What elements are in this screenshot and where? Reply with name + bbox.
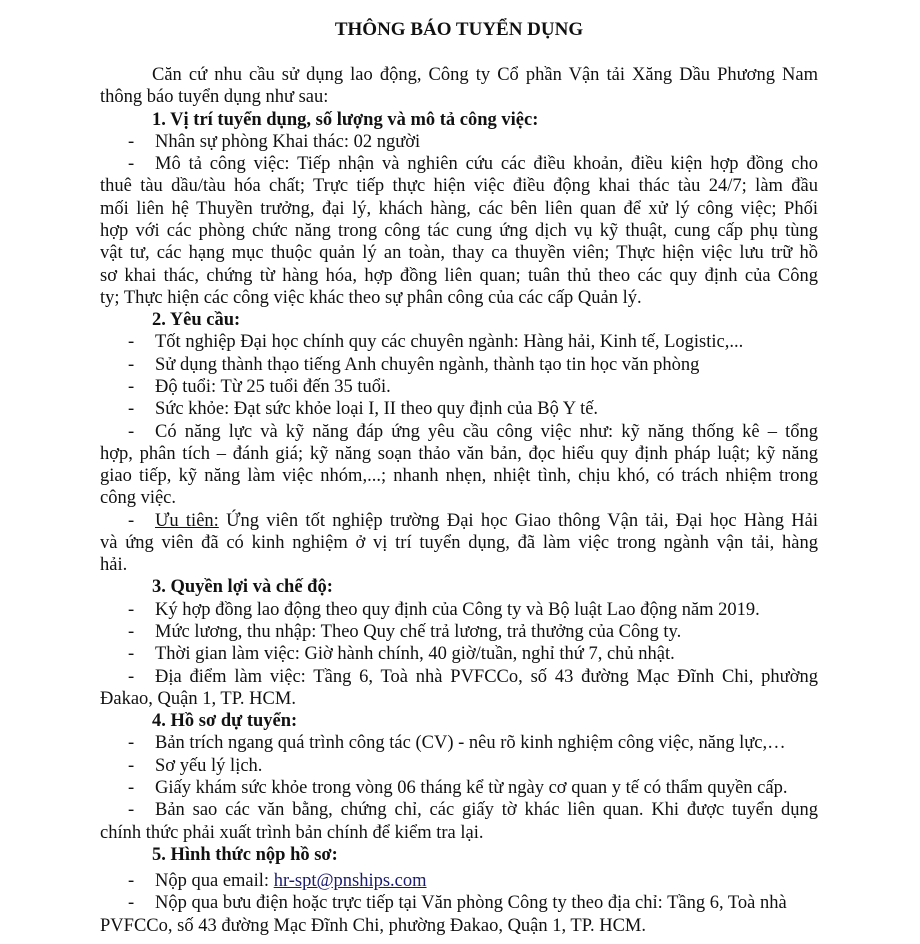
text-line bbox=[100, 688, 818, 710]
line-text: PVFCCo, số 43 đường Mạc Đĩnh Chi, phường Đakao, Quận 1, TP. HCM. bbox=[100, 915, 646, 936]
line-text: Ứng viên tốt nghiệp trường Đại học Giao thông Vận tải, Đại học Hàng Hải bbox=[218, 510, 818, 531]
bullet-line bbox=[100, 892, 818, 914]
line-text: Bản sao các văn bằng, chứng chỉ, các giấy tờ khác liên quan. Khi được tuyển dụng bbox=[155, 800, 818, 821]
text-line bbox=[100, 242, 818, 264]
line-text: Độ tuổi: Từ 25 tuổi đến 35 tuổi. bbox=[155, 376, 391, 397]
text-line bbox=[100, 220, 818, 242]
bullet-line bbox=[100, 331, 818, 353]
line-text: Nộp qua bưu điện hoặc trực tiếp tại Văn phòng Công ty theo địa chỉ: Tầng 6, Toà nhà bbox=[155, 893, 787, 914]
section-heading bbox=[100, 109, 818, 131]
priority-label: Ưu tiên: bbox=[155, 510, 219, 531]
dash-bullet: - bbox=[128, 778, 135, 798]
line-text: Mô tả công việc: Tiếp nhận và nghiên cứu các điều khoản, điều kiện hợp đồng cho bbox=[155, 154, 818, 175]
line-text: 2. Yêu cầu: bbox=[152, 310, 241, 331]
document-title: THÔNG BÁO TUYỂN DỤNG bbox=[334, 19, 584, 40]
section-heading bbox=[100, 710, 818, 732]
dash-bullet: - bbox=[128, 131, 135, 152]
dash-bullet: - bbox=[128, 376, 135, 397]
line-text: chính thức phải xuất trình bản chính để kiểm tra lại. bbox=[100, 822, 484, 843]
document-body bbox=[100, 64, 818, 937]
line-text: mối liên hệ Thuyền trưởng, đại lý, khách hàng, các bên liên quan để xử lý công việc; Phối bbox=[100, 198, 818, 219]
dash-bullet: - bbox=[128, 421, 135, 442]
bullet-line bbox=[100, 354, 818, 376]
bullet-line bbox=[100, 732, 818, 754]
text-line bbox=[100, 265, 818, 287]
text-line bbox=[100, 487, 818, 509]
dash-bullet: - bbox=[128, 871, 135, 892]
bullet-line bbox=[100, 666, 818, 688]
bullet-line bbox=[100, 153, 818, 175]
line-text: 5. Hình thức nộp hồ sơ: bbox=[152, 844, 338, 865]
line-text: thuê tàu dầu/tàu hóa chất; Trực tiếp thực hiện việc điều động khai thác tàu 24/7; làm đầu bbox=[100, 176, 818, 197]
line-text: 1. Vị trí tuyển dụng, số lượng và mô tả công việc: bbox=[152, 109, 539, 130]
line-text: Bản trích ngang quá trình công tác (CV) - nêu rõ kinh nghiệm công việc, năng lực,… bbox=[155, 733, 786, 754]
line-text: thông báo tuyển dụng như sau: bbox=[100, 87, 329, 108]
dash-bullet: - bbox=[128, 332, 135, 353]
bullet-line bbox=[100, 398, 818, 420]
email-link[interactable]: hr-spt@pnships.com bbox=[273, 871, 427, 892]
section-heading bbox=[100, 844, 818, 866]
line-text: Sức khỏe: Đạt sức khỏe loại I, II theo quy định của Bộ Y tế. bbox=[155, 399, 599, 420]
line-text: hợp, phân tích – đánh giá; kỹ năng soạn thảo văn bản, đọc hiểu quy định pháp luật; kỹ năng bbox=[100, 443, 818, 464]
line-text: Đakao, Quận 1, TP. HCM. bbox=[100, 688, 296, 709]
line-text: 3. Quyền lợi và chế độ: bbox=[152, 577, 333, 598]
section-heading bbox=[100, 309, 818, 331]
bullet-line bbox=[100, 599, 818, 621]
line-text: Mức lương, thu nhập: Theo Quy chế trả lương, trả thưởng của Công ty. bbox=[155, 622, 682, 643]
line-text: Ký hợp đồng lao động theo quy định của Công ty và Bộ luật Lao động năm 2019. bbox=[155, 599, 760, 620]
line-text: Địa điểm làm việc: Tầng 6, Toà nhà PVFCCo, số 43 đường Mạc Đĩnh Chi, phường bbox=[155, 666, 818, 687]
text-line bbox=[100, 465, 818, 487]
bullet-line bbox=[100, 777, 818, 799]
line-text: giao tiếp, kỹ năng làm việc nhóm,...; nhanh nhẹn, nhiệt tình, chịu khó, có trách nhiệm trong bbox=[100, 466, 818, 487]
dash-bullet: - bbox=[128, 354, 135, 375]
bullet-line bbox=[100, 643, 818, 665]
bullet-line bbox=[100, 131, 818, 153]
line-text: hải. bbox=[100, 555, 128, 576]
dash-bullet: - bbox=[128, 510, 135, 531]
line-text: công việc. bbox=[100, 488, 177, 509]
bullet-line bbox=[100, 510, 818, 532]
bullet-line bbox=[100, 421, 818, 443]
line-text: và ứng viên đã có kinh nghiệm ở vị trí tuyển dụng, đã làm việc trong ngành vận tải, hàng bbox=[100, 532, 818, 553]
line-text: Nộp qua email: bbox=[155, 871, 274, 892]
section-heading bbox=[100, 576, 818, 598]
line-text: vật tư, các hạng mục thuộc quản lý an toàn, thay ca thuyền viên; Thực hiện việc lưu trữ hồ bbox=[100, 243, 818, 264]
dash-bullet: - bbox=[128, 755, 135, 776]
line-text: Tốt nghiệp Đại học chính quy các chuyên ngành: Hàng hải, Kinh tế, Logistic,... bbox=[155, 332, 744, 353]
dash-bullet: - bbox=[128, 399, 135, 420]
text-line bbox=[100, 915, 818, 937]
text-line bbox=[100, 198, 818, 220]
text-line bbox=[100, 532, 818, 554]
line-text: Căn cứ nhu cầu sử dụng lao động, Công ty Cổ phần Vận tải Xăng Dầu Phương Nam bbox=[152, 65, 818, 85]
text-line bbox=[100, 287, 818, 309]
dash-bullet: - bbox=[128, 622, 135, 643]
line-text: Có năng lực và kỹ năng đáp ứng yêu cầu công việc như: kỹ năng thống kê – tổng bbox=[155, 421, 818, 442]
dash-bullet: - bbox=[128, 893, 135, 914]
text-line bbox=[100, 822, 818, 844]
text-line bbox=[100, 175, 818, 197]
line-text: Sơ yếu lý lịch. bbox=[155, 755, 263, 776]
line-text: Nhân sự phòng Khai thác: 02 người bbox=[155, 131, 421, 152]
text-line bbox=[100, 86, 818, 108]
line-text: Thời gian làm việc: Giờ hành chính, 40 giờ/tuần, nghỉ thứ 7, chủ nhật. bbox=[155, 644, 675, 665]
bullet-line bbox=[100, 799, 818, 821]
dash-bullet: - bbox=[128, 800, 135, 821]
line-text: Giấy khám sức khỏe trong vòng 06 tháng kể từ ngày cơ quan y tế có thẩm quyền cấp. bbox=[155, 778, 788, 798]
dash-bullet: - bbox=[128, 666, 135, 687]
bullet-line bbox=[100, 870, 818, 892]
dash-bullet: - bbox=[128, 154, 135, 175]
line-text: hợp với các phòng chức năng trong công tác cung ứng dịch vụ kỹ thuật, cung cấp phụ tùng bbox=[100, 220, 818, 241]
line-text: sơ khai thác, chứng từ hàng hóa, hợp đồng liên quan; tuân thủ theo các quy định của Công bbox=[100, 265, 818, 286]
bullet-line bbox=[100, 621, 818, 643]
dash-bullet: - bbox=[128, 599, 135, 620]
text-line bbox=[100, 554, 818, 576]
recruitment-notice bbox=[100, 0, 818, 937]
line-text: Sử dụng thành thạo tiếng Anh chuyên ngành, thành tạo tin học văn phòng bbox=[155, 354, 700, 375]
bullet-line bbox=[100, 755, 818, 777]
bullet-line bbox=[100, 376, 818, 398]
text-line bbox=[100, 443, 818, 465]
dash-bullet: - bbox=[128, 644, 135, 665]
line-text: ty; Thực hiện các công việc khác theo sự phân công của các cấp Quản lý. bbox=[100, 287, 642, 308]
dash-bullet: - bbox=[128, 733, 135, 754]
line-text: 4. Hồ sơ dự tuyển: bbox=[152, 711, 298, 732]
text-line bbox=[100, 64, 818, 86]
